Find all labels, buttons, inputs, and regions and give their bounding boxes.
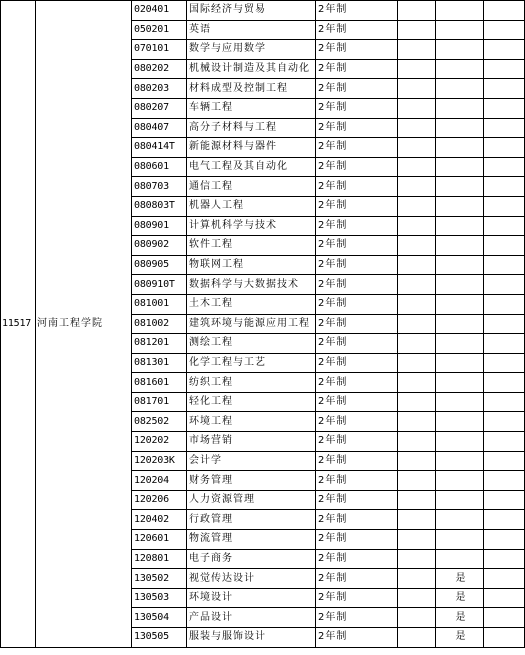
- empty-cell: [484, 177, 525, 197]
- major-name-cell: 新能源材料与器件: [187, 138, 316, 158]
- table-row: [1, 1, 525, 21]
- empty-cell: [484, 157, 525, 177]
- duration-cell: 2年制: [316, 177, 398, 197]
- empty-cell: [398, 628, 436, 648]
- empty-cell: [398, 451, 436, 471]
- duration-cell: 2年制: [316, 59, 398, 79]
- duration-cell: 2年制: [316, 40, 398, 60]
- major-code-cell: 130505: [132, 628, 187, 648]
- empty-cell: [484, 59, 525, 79]
- major-code-cell: 120204: [132, 471, 187, 491]
- major-name-cell: 轻化工程: [187, 392, 316, 412]
- empty-cell: [484, 118, 525, 138]
- major-name-cell: 服装与服饰设计: [187, 628, 316, 648]
- major-code-cell: 070101: [132, 40, 187, 60]
- empty-cell: [484, 216, 525, 236]
- major-code-cell: 080901: [132, 216, 187, 236]
- empty-cell: [484, 549, 525, 569]
- empty-cell: [398, 59, 436, 79]
- empty-cell: [398, 255, 436, 275]
- major-name-cell: 英语: [187, 20, 316, 40]
- major-code-cell: 130503: [132, 588, 187, 608]
- empty-cell: [484, 608, 525, 628]
- flag-cell: [436, 353, 484, 373]
- major-name-cell: 产品设计: [187, 608, 316, 628]
- empty-cell: [398, 216, 436, 236]
- empty-cell: [484, 490, 525, 510]
- empty-cell: [398, 294, 436, 314]
- empty-cell: [398, 236, 436, 256]
- major-name-cell: 电气工程及其自动化: [187, 157, 316, 177]
- flag-cell: [436, 196, 484, 216]
- duration-cell: 2年制: [316, 373, 398, 393]
- duration-cell: 2年制: [316, 275, 398, 295]
- empty-cell: [398, 549, 436, 569]
- flag-cell: 是: [436, 569, 484, 589]
- flag-cell: [436, 79, 484, 99]
- empty-cell: [484, 569, 525, 589]
- empty-cell: [398, 510, 436, 530]
- major-code-cell: 082502: [132, 412, 187, 432]
- empty-cell: [398, 314, 436, 334]
- empty-cell: [484, 1, 525, 21]
- major-code-cell: 050201: [132, 20, 187, 40]
- major-name-cell: 市场营销: [187, 432, 316, 452]
- empty-cell: [398, 118, 436, 138]
- major-name-cell: 软件工程: [187, 236, 316, 256]
- flag-cell: [436, 236, 484, 256]
- empty-cell: [398, 588, 436, 608]
- duration-cell: 2年制: [316, 334, 398, 354]
- empty-cell: [484, 275, 525, 295]
- empty-cell: [484, 373, 525, 393]
- school-code-cell: 11517: [1, 1, 36, 648]
- empty-cell: [398, 353, 436, 373]
- empty-cell: [398, 157, 436, 177]
- major-code-cell: 080203: [132, 79, 187, 99]
- empty-cell: [398, 79, 436, 99]
- flag-cell: [436, 294, 484, 314]
- major-code-cell: 080902: [132, 236, 187, 256]
- empty-cell: [484, 236, 525, 256]
- flag-cell: [436, 1, 484, 21]
- flag-cell: 是: [436, 608, 484, 628]
- major-name-cell: 环境工程: [187, 412, 316, 432]
- duration-cell: 2年制: [316, 432, 398, 452]
- duration-cell: 2年制: [316, 255, 398, 275]
- duration-cell: 2年制: [316, 20, 398, 40]
- duration-cell: 2年制: [316, 628, 398, 648]
- major-code-cell: 081002: [132, 314, 187, 334]
- flag-cell: [436, 392, 484, 412]
- major-name-cell: 数学与应用数学: [187, 40, 316, 60]
- flag-cell: [436, 118, 484, 138]
- major-name-cell: 高分子材料与工程: [187, 118, 316, 138]
- duration-cell: 2年制: [316, 138, 398, 158]
- flag-cell: [436, 432, 484, 452]
- empty-cell: [484, 255, 525, 275]
- flag-cell: [436, 177, 484, 197]
- major-name-cell: 物联网工程: [187, 255, 316, 275]
- major-code-cell: 080703: [132, 177, 187, 197]
- major-name-cell: 国际经济与贸易: [187, 1, 316, 21]
- empty-cell: [398, 471, 436, 491]
- empty-cell: [484, 432, 525, 452]
- duration-cell: 2年制: [316, 314, 398, 334]
- duration-cell: 2年制: [316, 1, 398, 21]
- major-name-cell: 视觉传达设计: [187, 569, 316, 589]
- major-code-cell: 081701: [132, 392, 187, 412]
- empty-cell: [484, 530, 525, 550]
- duration-cell: 2年制: [316, 294, 398, 314]
- major-code-cell: 081601: [132, 373, 187, 393]
- empty-cell: [484, 294, 525, 314]
- empty-cell: [484, 20, 525, 40]
- major-code-cell: 120601: [132, 530, 187, 550]
- empty-cell: [484, 471, 525, 491]
- major-code-cell: 120402: [132, 510, 187, 530]
- flag-cell: [436, 451, 484, 471]
- duration-cell: 2年制: [316, 588, 398, 608]
- major-name-cell: 通信工程: [187, 177, 316, 197]
- empty-cell: [398, 1, 436, 21]
- major-code-cell: 080905: [132, 255, 187, 275]
- major-name-cell: 建筑环境与能源应用工程: [187, 314, 316, 334]
- major-code-cell: 120203K: [132, 451, 187, 471]
- major-code-cell: 081301: [132, 353, 187, 373]
- empty-cell: [484, 510, 525, 530]
- major-code-cell: 020401: [132, 1, 187, 21]
- flag-cell: [436, 314, 484, 334]
- duration-cell: 2年制: [316, 549, 398, 569]
- empty-cell: [484, 79, 525, 99]
- duration-cell: 2年制: [316, 530, 398, 550]
- flag-cell: [436, 20, 484, 40]
- empty-cell: [398, 275, 436, 295]
- major-code-cell: 080207: [132, 98, 187, 118]
- duration-cell: 2年制: [316, 236, 398, 256]
- empty-cell: [484, 314, 525, 334]
- flag-cell: [436, 59, 484, 79]
- major-code-cell: 080407: [132, 118, 187, 138]
- flag-cell: [436, 373, 484, 393]
- duration-cell: 2年制: [316, 157, 398, 177]
- empty-cell: [484, 353, 525, 373]
- flag-cell: [436, 549, 484, 569]
- empty-cell: [398, 334, 436, 354]
- major-name-cell: 数据科学与大数据技术: [187, 275, 316, 295]
- empty-cell: [484, 40, 525, 60]
- empty-cell: [398, 40, 436, 60]
- empty-cell: [398, 432, 436, 452]
- empty-cell: [484, 334, 525, 354]
- major-name-cell: 财务管理: [187, 471, 316, 491]
- major-code-cell: 130502: [132, 569, 187, 589]
- duration-cell: 2年制: [316, 569, 398, 589]
- empty-cell: [484, 588, 525, 608]
- empty-cell: [398, 20, 436, 40]
- flag-cell: [436, 98, 484, 118]
- major-code-cell: 080803T: [132, 196, 187, 216]
- empty-cell: [484, 628, 525, 648]
- major-name-cell: 机械设计制造及其自动化: [187, 59, 316, 79]
- empty-cell: [398, 392, 436, 412]
- duration-cell: 2年制: [316, 412, 398, 432]
- major-name-cell: 电子商务: [187, 549, 316, 569]
- empty-cell: [398, 196, 436, 216]
- major-name-cell: 人力资源管理: [187, 490, 316, 510]
- major-name-cell: 材料成型及控制工程: [187, 79, 316, 99]
- empty-cell: [398, 530, 436, 550]
- flag-cell: [436, 490, 484, 510]
- major-name-cell: 行政管理: [187, 510, 316, 530]
- major-code-cell: 080910T: [132, 275, 187, 295]
- major-name-cell: 机器人工程: [187, 196, 316, 216]
- major-code-cell: 120801: [132, 549, 187, 569]
- empty-cell: [484, 412, 525, 432]
- flag-cell: [436, 412, 484, 432]
- major-name-cell: 化学工程与工艺: [187, 353, 316, 373]
- major-code-cell: 080601: [132, 157, 187, 177]
- major-name-cell: 车辆工程: [187, 98, 316, 118]
- flag-cell: [436, 275, 484, 295]
- major-name-cell: 计算机科学与技术: [187, 216, 316, 236]
- empty-cell: [398, 569, 436, 589]
- duration-cell: 2年制: [316, 353, 398, 373]
- table-body: [1, 1, 525, 648]
- empty-cell: [398, 490, 436, 510]
- major-name-cell: 物流管理: [187, 530, 316, 550]
- empty-cell: [484, 138, 525, 158]
- major-code-cell: 130504: [132, 608, 187, 628]
- flag-cell: [436, 255, 484, 275]
- duration-cell: 2年制: [316, 216, 398, 236]
- empty-cell: [398, 412, 436, 432]
- empty-cell: [484, 196, 525, 216]
- major-code-cell: 081201: [132, 334, 187, 354]
- empty-cell: [398, 98, 436, 118]
- empty-cell: [398, 373, 436, 393]
- flag-cell: [436, 510, 484, 530]
- major-name-cell: 环境设计: [187, 588, 316, 608]
- flag-cell: 是: [436, 588, 484, 608]
- duration-cell: 2年制: [316, 490, 398, 510]
- empty-cell: [398, 138, 436, 158]
- duration-cell: 2年制: [316, 392, 398, 412]
- major-name-cell: 会计学: [187, 451, 316, 471]
- empty-cell: [484, 98, 525, 118]
- flag-cell: [436, 334, 484, 354]
- flag-cell: [436, 138, 484, 158]
- major-code-cell: 120206: [132, 490, 187, 510]
- major-name-cell: 测绘工程: [187, 334, 316, 354]
- flag-cell: [436, 471, 484, 491]
- major-code-cell: 081001: [132, 294, 187, 314]
- empty-cell: [484, 451, 525, 471]
- duration-cell: 2年制: [316, 98, 398, 118]
- major-name-cell: 纺织工程: [187, 373, 316, 393]
- duration-cell: 2年制: [316, 79, 398, 99]
- flag-cell: 是: [436, 628, 484, 648]
- empty-cell: [484, 392, 525, 412]
- empty-cell: [398, 608, 436, 628]
- duration-cell: 2年制: [316, 196, 398, 216]
- duration-cell: 2年制: [316, 471, 398, 491]
- empty-cell: [398, 177, 436, 197]
- duration-cell: 2年制: [316, 118, 398, 138]
- duration-cell: 2年制: [316, 451, 398, 471]
- flag-cell: [436, 157, 484, 177]
- school-name-cell: 河南工程学院: [36, 1, 132, 648]
- flag-cell: [436, 216, 484, 236]
- major-name-cell: 土木工程: [187, 294, 316, 314]
- duration-cell: 2年制: [316, 510, 398, 530]
- flag-cell: [436, 530, 484, 550]
- major-code-cell: 080202: [132, 59, 187, 79]
- major-code-cell: 080414T: [132, 138, 187, 158]
- duration-cell: 2年制: [316, 608, 398, 628]
- flag-cell: [436, 40, 484, 60]
- major-code-cell: 120202: [132, 432, 187, 452]
